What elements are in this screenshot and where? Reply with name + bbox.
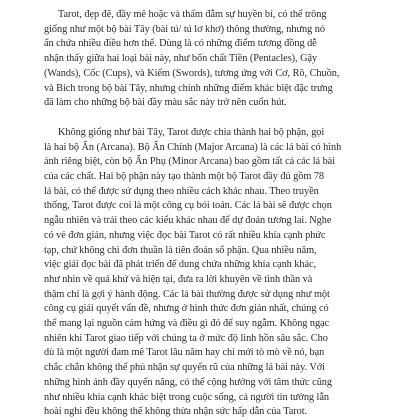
text-line: là hai bộ Ẩn (Arcana). Bộ Ẩn Chính (Major Arcana) là các lá bài có hình xyxy=(44,141,342,153)
text-line: ngẫu nhiên và trải theo các kiểu khác nhau để dự đoán tương lai. Nghe xyxy=(44,215,332,227)
paragraph-arcana xyxy=(44,126,380,420)
text-line: như nhìn về quá khứ và hiện tại, đưa ra lời khuyên về tình thần và xyxy=(44,273,313,285)
text-line: của các chất. Hai bộ phận này tạo thành một bộ Tarot đầy đủ gồm 78 xyxy=(44,171,325,183)
text-line: hoài nghi đều không thể không thừa nhận sức hấp dẫn của Tarot. xyxy=(44,406,308,418)
text-line: đã làm cho những bộ bài đầy màu sắc này trở nên cuốn hút. xyxy=(44,97,287,109)
text-line: thậm chí là gợi ý hành động. Các lá bài thường được sử dụng như một xyxy=(44,288,330,300)
text-line: nhận thấy giữa hai loại bài này, như bốn chất Tiền (Pentacles), Gậy xyxy=(44,53,318,65)
text-line: Tarot, đẹp đẽ, đầy mê hoặc và thấm đẫm sự huyền bí, có thể trông xyxy=(58,9,327,20)
text-line: (Wands), Cốc (Cups), và Kiếm (Swords), tương ứng với Cơ, Rô, Chuồn, xyxy=(44,67,340,79)
text-line: việc giải đọc bài đã phát triển để dung chứa những khía cạnh khác, xyxy=(44,259,317,271)
text-line: dù là một người đam mê Tarot lâu năm hay chỉ mới tò mò về nó, bạn xyxy=(44,347,325,359)
text-line: giống như một bộ bài Tây (bài tú/ tú lơ khơ) thông thường, nhưng nó xyxy=(44,23,325,35)
text-line: những hình ảnh đầy quyến năng, có thể cộng hưởng với tâm thức cũng xyxy=(44,376,332,388)
text-line: thống, Tarot được coi là một công cụ bói toán. Các lá bài sẽ được chọn xyxy=(44,200,332,212)
text-line: thể mang lại nguồn cảm hứng và điều gì đó để suy ngẫm. Không ngạc xyxy=(44,318,330,330)
text-line: có vẻ đơn giản, nhưng việc đọc bài Tarot có rất nhiều khía cạnh phức xyxy=(44,229,326,241)
text-line: như nhiều khía cạnh khác biệt trong cuộc sống, cả người tin tưởng lẫn xyxy=(44,391,329,403)
text-line: công cụ giải quyết vấn đề, nhưng ở hình thức đơn giản nhất, chúng có xyxy=(44,303,329,315)
text-line: và Bích trong bộ bài Tây, nhưng chính những điểm khác biệt đặc trưng xyxy=(44,82,333,94)
text-line: ảnh riêng biệt, còn bộ Ẩn Phụ (Minor Arcana) bao gồm tất cả các lá bài xyxy=(44,156,336,168)
text-line: nhiên khi Tarot giao tiếp với chúng ta ở mức độ linh hồn sâu sắc. Cho xyxy=(44,332,328,344)
text-line: chắc chắn không thể phủ nhận sự quyến rũ của những lá bài này. Với xyxy=(44,362,325,374)
text-line: lá bài, có thể được sử dụng theo nhiều cách khác nhau. Theo truyền xyxy=(44,185,319,197)
text-line: tạp, chứ không chỉ đơn thuần là tiên đoán số phận. Qua nhiều năm, xyxy=(44,244,317,256)
text-line: ẩn chứa nhiều điều hơn thế. Dùng là có những điểm tương đồng dễ xyxy=(44,38,317,50)
text-line: Không giống như bài Tây, Tarot được chia thành hai bộ phận, gọi xyxy=(58,126,325,138)
paragraph-intro xyxy=(44,8,380,111)
